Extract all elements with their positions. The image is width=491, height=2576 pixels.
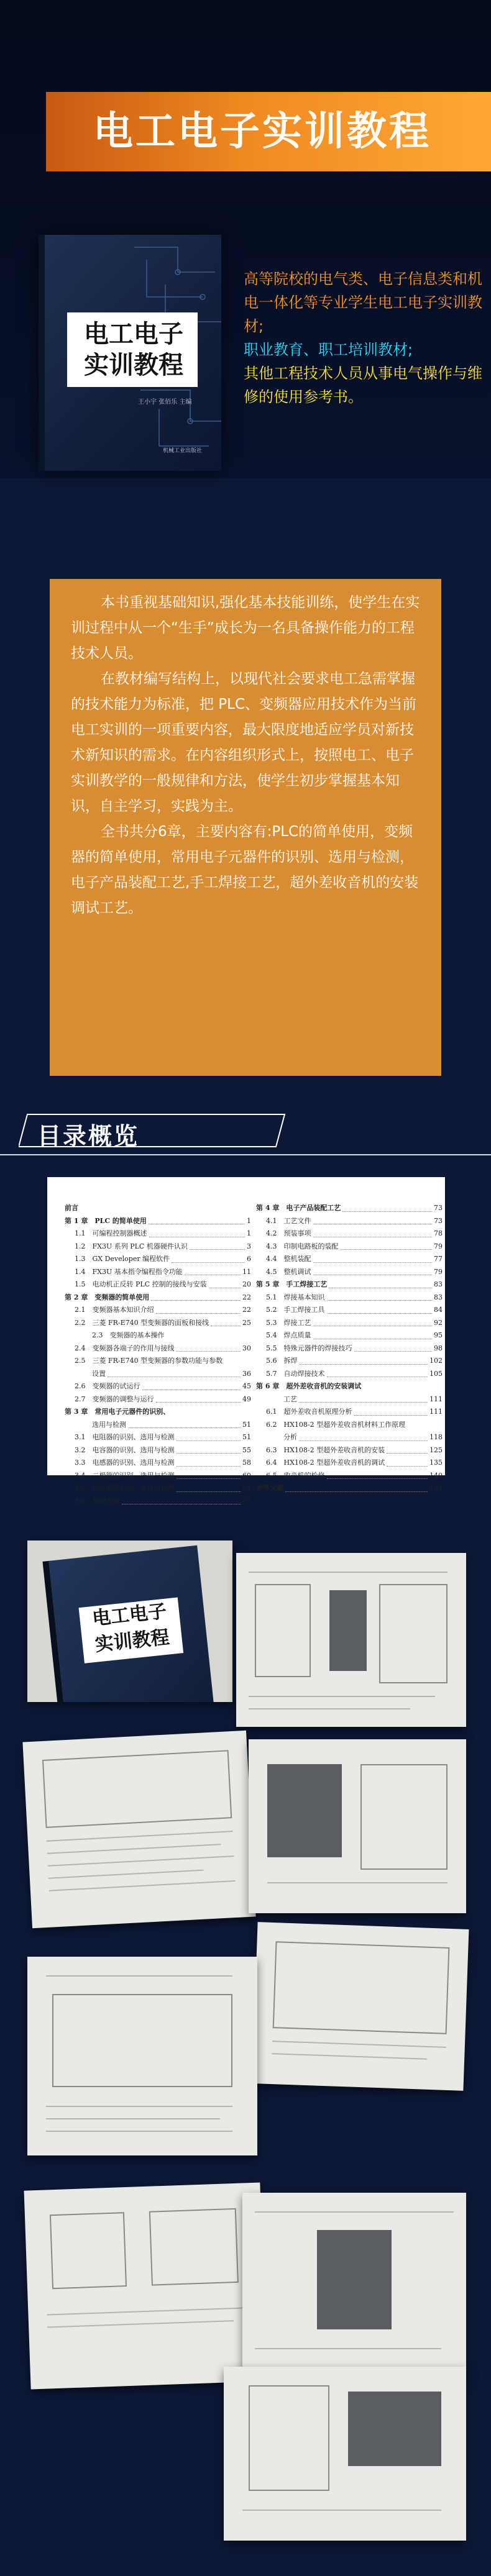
toc-entry-title: 5.2 手工焊接工具 [266,1306,325,1314]
toc-entry-page: 102 [429,1357,443,1365]
toc-entry [65,1419,251,1432]
toc-entry-title: 2.3 变频器的基本操作 [92,1331,165,1339]
toc-entry-page: 95 [434,1331,443,1339]
toc-entry-page: 118 [429,1433,443,1441]
toc-entry-title: 3.5 晶体管的识别、选用与检测 [75,1484,175,1492]
toc-entry [65,1342,251,1355]
toc-entry-page: 77 [434,1255,443,1263]
toc-entry-title: 1.1 可编程控制器概述 [75,1229,147,1237]
toc-entry [256,1431,443,1444]
photo-inner-page-3 [249,1739,466,1913]
toc-entry-title: 分析 [283,1433,297,1441]
toc-entry-page: 30 [242,1344,251,1352]
toc-entry-title: 5.3 焊接工艺 [266,1318,311,1327]
intro-paragraph: 全书共分6章，主要内容有:PLC的简单使用，变频器的简单使用，常用电子元器件的识别、选用与检测，电子产品装配工艺,手工焊接工艺，超外差收音机的安装调试工艺。 [71,824,419,916]
toc-entry-title: 设置 [92,1369,106,1378]
toc-entry-title: 第 5 章 手工焊接工艺 [256,1280,328,1288]
audience-description [244,267,483,409]
toc-entry-page: 49 [242,1395,251,1403]
toc-entry-title: 2.7 变频器的调整与运行 [75,1395,154,1403]
cover-title-panel [67,312,198,387]
intro-paragraph: 在教材编写结构上，以现代社会要求电工急需掌握的技术能力为标准，把 PLC、变频器应用技术作为当前电工实训的一项重要内容，最大限度地适应学员对新技术新知识的需求。在内容组织形式上，按照电工、电子实训教学的一般规律和方法，使学生初步掌握基本知识，自主学习，实践为主。 [71,671,417,814]
toc-entry-title: 4.3 印制电路板的装配 [266,1242,339,1250]
toc-entry-title: 选用与检测 [92,1420,126,1429]
toc-entry [65,1470,251,1483]
audience-vocational: 职业教育、职工培训教材; [244,341,413,358]
toc-entry-page: 20 [242,1280,251,1288]
toc-entry-page: 92 [434,1318,443,1327]
toc-entry-title: 4.1 工艺文件 [266,1216,311,1225]
photo-inner-page-1 [236,1553,466,1727]
toc-entry-page: 83 [434,1280,443,1288]
toc-entry [65,1227,251,1240]
toc-entry-page: 22 [242,1306,251,1314]
toc-entry-page: 25 [242,1318,251,1327]
toc-entry [65,1482,251,1495]
toc-entry [256,1227,443,1240]
toc-right-column [256,1202,443,1495]
toc-entry [65,1457,251,1470]
toc-entry [256,1253,443,1266]
toc-entry-page: 11 [242,1267,251,1276]
intro-text [71,590,425,921]
toc-section-title: 目录概览 [37,1122,140,1150]
toc-entry [65,1266,251,1279]
toc-entry [65,1291,251,1304]
toc-entry [256,1419,443,1432]
toc-entry [65,1393,251,1406]
toc-entry-page: 3 [247,1242,251,1250]
toc-entry [256,1470,443,1483]
toc-entry [256,1291,443,1304]
toc-entry-page: 144 [429,1484,443,1492]
toc-entry [65,1304,251,1317]
toc-entry-title: 3.1 电阻器的识别、选用与检测 [75,1433,175,1441]
toc-entry-title: 4.2 预装事项 [266,1229,311,1237]
toc-entry-title: 第 3 章 常用电子元器件的识别、 [65,1408,170,1416]
toc-entry [65,1202,251,1215]
toc-entry-page: 6 [247,1255,251,1263]
toc-entry-page: 73 [434,1204,443,1212]
toc-entry-title: 2.1 变频器基本知识介绍 [75,1306,154,1314]
toc-entry-page: 64 [242,1484,251,1492]
toc-entry [256,1304,443,1317]
toc-entry-title: 3.2 电容器的识别、选用与检测 [75,1445,175,1454]
toc-entry [65,1278,251,1291]
photo-inner-page-4 [252,1922,469,2091]
toc-entry-page: 78 [434,1229,443,1237]
audience-primary: 高等院校的电气类、电子信息类和机电一体化等专业学生电工电子实训教材; [244,270,482,335]
toc-entry [65,1380,251,1393]
cover-publisher: 机械工业出版社 [163,448,203,454]
toc-entry [256,1278,443,1291]
toc-entry [256,1202,443,1215]
toc-entry-title: 6.5 收音机的检修 [266,1471,325,1480]
toc-entry-page: 51 [242,1420,251,1429]
toc-entry [65,1329,251,1342]
toc-entry-page: 105 [429,1369,443,1378]
toc-entry-title: 5.1 焊接基本知识 [266,1293,325,1301]
toc-entry-page: 1 [247,1229,251,1237]
mini-cover-title: 电工电子 实训教程 [79,1598,184,1663]
toc-entry-title: 3.4 二极管的识别、选用与检测 [75,1471,175,1480]
toc-entry-title: 4.5 整机调试 [266,1267,311,1276]
toc-preview-card [47,1177,445,1505]
toc-entry [256,1266,443,1279]
toc-entry [65,1317,251,1330]
toc-entry-title: 3.3 电感器的识别、选用与检测 [75,1459,175,1467]
toc-entry-page: 36 [242,1369,251,1378]
toc-entry-page: 1 [247,1216,251,1225]
toc-entry [256,1444,443,1457]
toc-entry-title: 参考文献 [256,1484,283,1492]
toc-entry-title: 第 1 章 PLC 的简单使用 [65,1216,147,1225]
toc-entry-title: 5.6 拆焊 [266,1357,298,1365]
toc-entry [65,1406,251,1419]
toc-entry [65,1240,251,1254]
toc-entry [256,1380,443,1393]
toc-left-column [65,1202,251,1508]
toc-entry [256,1355,443,1368]
toc-entry [65,1431,251,1444]
section-divider [0,1154,491,1155]
mini-book-cover [42,1545,217,1702]
toc-entry [256,1329,443,1342]
toc-entry-title: 1.4 FX3U 基本指令编程指令功能 [75,1267,183,1276]
cover-authors: 王小宇 张佰乐 主编 [138,399,192,406]
toc-entry [65,1215,251,1228]
book-cover-image [39,235,221,471]
toc-entry-page: 73 [434,1216,443,1225]
toc-entry-page: 45 [242,1382,251,1390]
toc-entry-title: 第 6 章 超外差收音机的安装调试 [256,1382,362,1390]
audience-engineers: 其他工程技术人员从事电气操作与维修的使用参考书。 [244,365,482,406]
toc-entry-title: 1.5 电动机正反转 PLC 控制的接线与安装 [75,1280,207,1288]
toc-entry-page: 79 [434,1242,443,1250]
toc-entry-title: 第 2 章 变频器的简单使用 [65,1293,150,1301]
photo-inner-page-2 [22,1731,255,1928]
cover-title: 电工电子 实训教程 [84,320,183,380]
photo-inner-page-5 [27,1957,257,2155]
toc-entry [65,1368,251,1381]
toc-entry-page: 98 [434,1344,443,1352]
toc-entry-page: 140 [429,1471,443,1480]
toc-entry-title: 6.3 HX108-2 型超外差收音机的安装 [266,1445,385,1454]
toc-entry [65,1253,251,1266]
toc-entry-title: 前言 [65,1204,78,1212]
toc-entry [65,1355,251,1368]
toc-entry-title: 3.6 集成电路 [75,1496,120,1505]
intro-paragraph: 本书重视基础知识,强化基本技能训练，使学生在实训过程中从一个“生手”成长为一名具备操作能力的工程技术人员。 [71,594,420,662]
toc-entry-title: 第 4 章 电子产品装配工艺 [256,1204,341,1212]
toc-entry [256,1215,443,1228]
toc-entry [256,1317,443,1330]
toc-entry-title: 工艺 [283,1395,297,1403]
toc-entry [65,1444,251,1457]
toc-entry-title: 6.4 HX108-2 型超外差收音机的调试 [266,1459,385,1467]
photo-inner-page-8 [224,2367,466,2541]
toc-entry-title: 2.4 变频器各端子的作用与接线 [75,1344,175,1352]
toc-entry [256,1482,443,1495]
toc-entry-page: 84 [434,1306,443,1314]
toc-entry-page: 135 [429,1459,443,1467]
toc-entry-page: 111 [429,1408,443,1416]
toc-entry [256,1342,443,1355]
toc-entry [65,1495,251,1508]
toc-entry-title: 2.5 三菱 FR-E740 型变频器的参数功能与参数 [75,1357,223,1365]
toc-entry-title: 1.2 FX3U 系列 PLC 机器硬件认识 [75,1242,188,1250]
toc-entry-page: 55 [242,1445,251,1454]
toc-entry-title: 1.3 GX Developer 编程软件 [75,1255,170,1263]
toc-entry-page: 83 [434,1293,443,1301]
toc-entry [256,1457,443,1470]
toc-entry-page: 22 [242,1293,251,1301]
toc-entry-page: 58 [242,1459,251,1467]
toc-entry-page: 111 [429,1395,443,1403]
toc-entry [256,1393,443,1406]
toc-entry-page: 67 [242,1496,251,1505]
photo-book-cover [27,1541,232,1702]
toc-entry-title: 6.1 超外差收音机原理分析 [266,1408,352,1416]
toc-entry-title: 5.4 焊点质量 [266,1331,311,1339]
toc-entry-title: 5.5 特殊元器件的焊接技巧 [266,1344,352,1352]
page-title: 电工电子实训教程 [93,109,431,155]
toc-entry [256,1240,443,1254]
toc-entry-title: 4.4 整机装配 [266,1255,311,1263]
toc-entry-page: 60 [242,1471,251,1480]
toc-entry-title: 2.6 变频器的试运行 [75,1382,140,1390]
toc-entry-page: 125 [429,1445,443,1454]
toc-entry [256,1368,443,1381]
photo-inner-page-7 [242,2193,466,2379]
photo-inner-page-6 [24,2182,267,2389]
toc-entry-title: 2.2 三菱 FR-E740 型变频器的面板和接线 [75,1318,209,1327]
toc-entry-title: 6.2 HX108-2 型超外差收音机材料工作原理 [266,1420,406,1429]
toc-entry-page: 51 [242,1433,251,1441]
toc-entry-title: 5.7 自动焊接技术 [266,1369,325,1378]
toc-entry [256,1406,443,1419]
toc-entry-page: 79 [434,1267,443,1276]
